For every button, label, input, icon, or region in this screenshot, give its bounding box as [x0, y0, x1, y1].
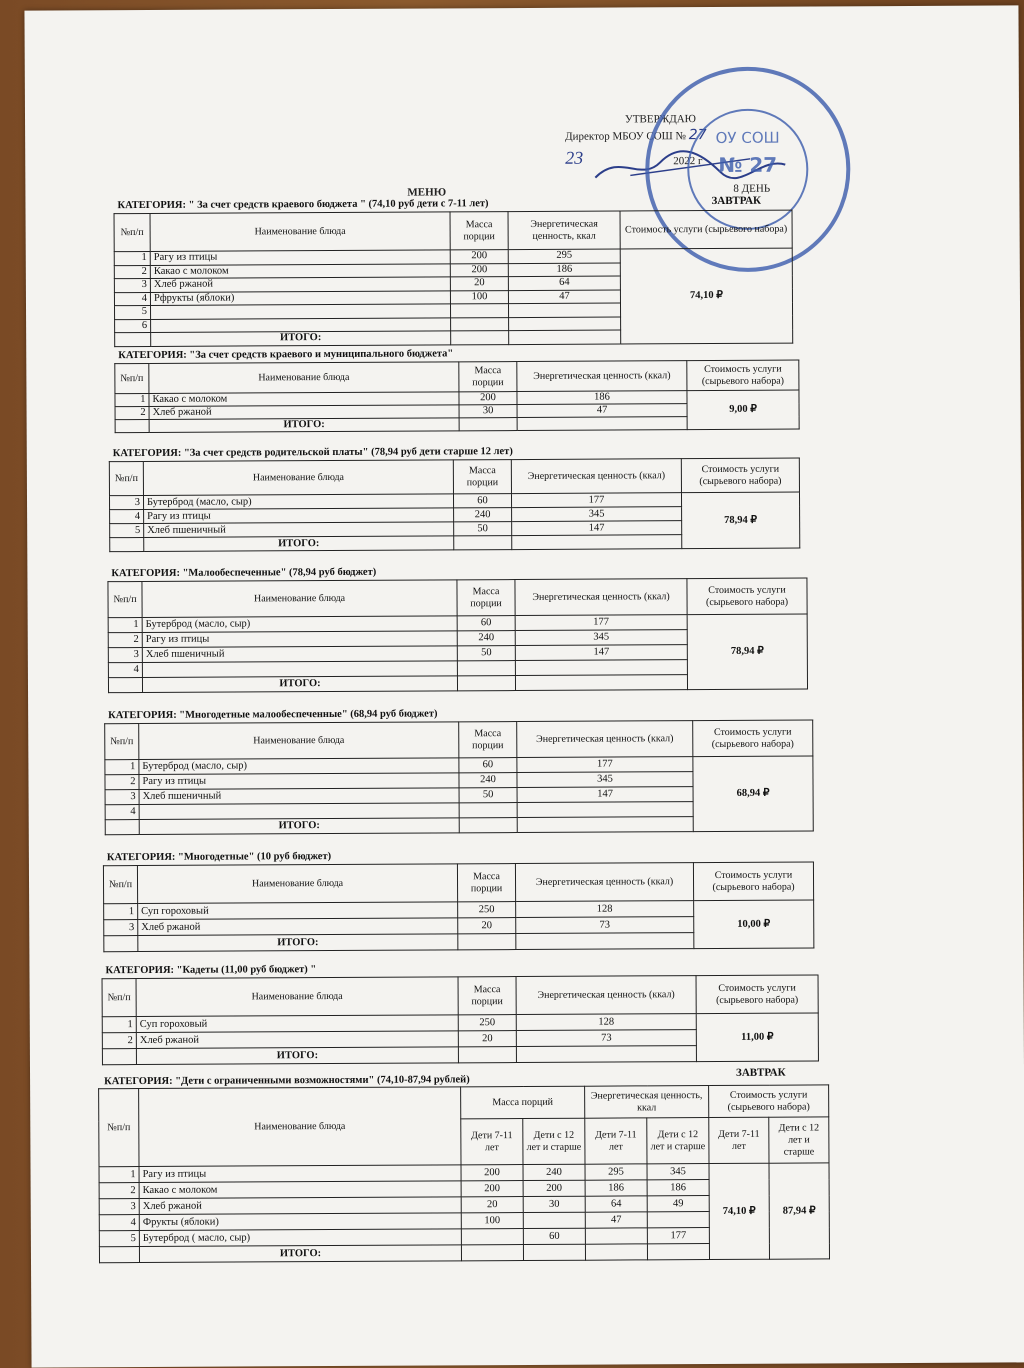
- row-number: 5: [99, 1231, 139, 1247]
- total-label: ИТОГО:: [138, 934, 458, 952]
- row-number: 3: [104, 920, 138, 936]
- dish-energy: [517, 802, 693, 818]
- row-number: 1: [108, 618, 142, 633]
- header-energy: Энергетическая ценность (ккал): [517, 721, 693, 758]
- sub-energy-a: Дети 7-11 лет: [585, 1118, 647, 1164]
- row-number: 1: [115, 393, 149, 406]
- director-text: Директор МБОУ СОШ №: [565, 130, 687, 143]
- header-mass: Масса порции: [457, 580, 515, 616]
- dish-mass: 240: [454, 508, 512, 522]
- dish-name: Фрукты (яблоки): [139, 1213, 461, 1231]
- header-mass: Масса порции: [459, 722, 517, 758]
- dish-name: Суп гороховый: [138, 902, 458, 920]
- mass-7-11: 100: [461, 1213, 523, 1229]
- stamp-school: ОУ СОШ: [715, 128, 780, 147]
- dish-name: Рфрукты (яблоки): [150, 290, 450, 305]
- category-table: [102, 974, 819, 1065]
- category-table: [107, 578, 808, 694]
- category-title: КАТЕГОРИЯ: " За счет средств краевого бюджета " (74,10 руб дети с 7-11 лет): [117, 198, 489, 212]
- director-number: 27: [688, 127, 707, 144]
- total-label: ИТОГО:: [142, 676, 457, 693]
- mass-7-11: [461, 1229, 523, 1245]
- energy-7-11: [585, 1228, 647, 1244]
- row-number: 2: [105, 775, 139, 790]
- row-number: 1: [99, 1167, 139, 1183]
- dish-name: Хлеб пшеничный: [139, 788, 459, 805]
- dish-energy: 345: [517, 772, 693, 788]
- header-num: №п/п: [102, 979, 136, 1017]
- dish-energy: 345: [515, 630, 687, 646]
- dish-name: Какао с молоком: [150, 263, 450, 278]
- mass-12-plus: 240: [523, 1164, 585, 1180]
- energy-7-11: 186: [585, 1180, 647, 1196]
- dish-mass: 60: [457, 616, 515, 631]
- mass-12-plus: 60: [523, 1228, 585, 1244]
- dish-energy: [508, 303, 620, 317]
- dish-name: Суп гороховый: [136, 1015, 458, 1033]
- dish-name: Какао с молоком: [149, 392, 459, 407]
- dish-mass: 250: [458, 902, 516, 918]
- row-number: 2: [115, 406, 149, 419]
- price-12-plus: 87,94 ₽: [769, 1163, 830, 1259]
- table-row: [104, 900, 814, 920]
- row-number: 3: [109, 495, 143, 509]
- header-cost: Стоимость услуги (сырьевого набора): [696, 975, 818, 1014]
- category-title: КАТЕГОРИЯ: "За счет средств родительской платы" (78,94 руб дети старше 12 лет): [112, 446, 513, 460]
- date-day: 23: [565, 147, 584, 168]
- category-table: [114, 360, 799, 434]
- dish-mass: [450, 304, 508, 318]
- category-title: КАТЕГОРИЯ: "Малообеспеченные" (78,94 руб бюджет): [111, 566, 377, 580]
- header-cost: Стоимость услуги (сырьевого набора): [687, 578, 807, 615]
- header-dish: Наименование блюда: [142, 580, 457, 618]
- header-cost: Стоимость услуги (сырьевого набора): [687, 360, 799, 391]
- document-page: [24, 5, 1024, 1367]
- header-mass: Масса порции: [450, 212, 508, 250]
- energy-7-11: 64: [585, 1196, 647, 1212]
- dish-name: Хлеб ржаной: [138, 918, 458, 936]
- dish-mass: 60: [459, 758, 517, 773]
- energy-12-plus: 345: [647, 1164, 709, 1180]
- row-number: 1: [105, 760, 139, 775]
- header-cost: Стоимость услуги (сырьевого набора): [681, 458, 799, 493]
- energy-12-plus: 49: [647, 1196, 709, 1212]
- dish-mass: 240: [457, 631, 515, 646]
- stamp-number: № 27: [718, 152, 778, 177]
- dish-energy: [515, 660, 687, 676]
- price-7-11: 74,10 ₽: [709, 1163, 770, 1259]
- dish-energy: 47: [508, 289, 620, 303]
- header-mass: Масса порции: [457, 864, 515, 902]
- sub-mass-a: Дети 7-11 лет: [461, 1119, 523, 1165]
- meal-label: ЗАВТРАК: [711, 194, 762, 208]
- header-dish: Наименование блюда: [143, 460, 453, 496]
- energy-12-plus: 186: [647, 1180, 709, 1196]
- header-cost: Стоимость услуги (сырьевого набора): [693, 720, 813, 757]
- dish-mass: 100: [450, 290, 508, 304]
- dish-name: Хлеб ржаной: [149, 405, 459, 420]
- dish-name: Хлеб ржаной: [136, 1031, 458, 1049]
- sub-mass-b: Дети с 12 лет и старше: [523, 1118, 585, 1164]
- row-number: 2: [99, 1183, 139, 1199]
- dish-energy: 177: [517, 757, 693, 773]
- header-dish: Наименование блюда: [150, 212, 450, 252]
- table-row: [102, 1013, 818, 1033]
- dish-energy: 64: [508, 276, 620, 290]
- dish-name: Рагу из птицы: [139, 773, 459, 790]
- dish-energy: 147: [512, 521, 682, 536]
- dish-mass: 200: [450, 250, 508, 264]
- sub-cost-a: Дети 7-11 лет: [709, 1117, 769, 1163]
- row-number: 4: [114, 292, 150, 306]
- dish-energy: 47: [517, 404, 687, 418]
- header-mass: Масса порции: [453, 460, 511, 494]
- dish-name: Бутерброд (масло, сыр): [142, 616, 457, 633]
- category-price: 68,94 ₽: [693, 756, 813, 832]
- header-energy: Энергетическая ценность (ккал): [515, 863, 693, 902]
- category-price: 10,00 ₽: [694, 900, 814, 949]
- total-label: ИТОГО:: [151, 331, 451, 346]
- mass-7-11: 20: [461, 1197, 523, 1213]
- category-table: [114, 210, 794, 347]
- total-label: ИТОГО:: [139, 1245, 461, 1263]
- dish-energy: 345: [512, 507, 682, 522]
- dish-mass: 50: [457, 646, 515, 661]
- dish-mass: 20: [458, 1031, 516, 1047]
- category-price: 74,10 ₽: [620, 248, 792, 343]
- dish-name: Рагу из птицы: [150, 250, 450, 265]
- table-row: [99, 1163, 829, 1183]
- mass-7-11: 200: [461, 1165, 523, 1181]
- dish-name: [142, 661, 457, 678]
- total-label: ИТОГО:: [136, 1047, 458, 1065]
- header-mass: Масса порции: [459, 362, 517, 392]
- header-num: №п/п: [105, 724, 139, 760]
- header-dish: Наименование блюда: [137, 864, 457, 904]
- dish-name: Рагу из птицы: [142, 631, 457, 648]
- header-num: №п/п: [99, 1089, 139, 1167]
- row-number: 3: [105, 790, 139, 805]
- dish-energy: 147: [517, 787, 693, 803]
- dish-mass: 50: [454, 522, 512, 536]
- row-number: 4: [110, 509, 144, 523]
- category-price: 78,94 ₽: [681, 492, 799, 549]
- mass-12-plus: 200: [523, 1180, 585, 1196]
- header-dish: Наименование блюда: [149, 362, 459, 394]
- sub-cost-b: Дети с 12 лет и старше: [769, 1117, 829, 1163]
- row-number: 1: [102, 1017, 136, 1033]
- dish-name: Бутерброд ( масло, сыр): [139, 1229, 461, 1247]
- header-num: №п/п: [114, 213, 150, 251]
- row-number: 1: [104, 904, 138, 920]
- header-energy: Энергетическая ценность, ккал: [585, 1086, 709, 1119]
- row-number: 4: [99, 1215, 139, 1231]
- dish-energy: 73: [516, 917, 694, 934]
- special-meal-label: ЗАВТРАК: [735, 1066, 786, 1079]
- header-num: №п/п: [115, 363, 149, 393]
- dish-mass: 20: [458, 918, 516, 934]
- dish-mass: [457, 661, 515, 676]
- dish-mass: 20: [450, 277, 508, 291]
- row-number: 1: [114, 251, 150, 265]
- dish-energy: 128: [516, 901, 694, 918]
- header-energy: Энергетическая ценность (ккал): [517, 361, 687, 392]
- dish-name: [139, 803, 459, 820]
- category-title: КАТЕГОРИЯ: "За счет средств краевого и муниципального бюджета": [118, 348, 454, 362]
- dish-mass: 250: [458, 1015, 516, 1031]
- total-label: ИТОГО:: [139, 818, 459, 835]
- total-label: ИТОГО:: [144, 536, 454, 552]
- category-table: [103, 861, 814, 952]
- category-title: КАТЕГОРИЯ: "Многодетные" (10 руб бюджет): [106, 851, 332, 864]
- header-cost: Стоимость услуги (сырьевого набора): [709, 1085, 829, 1118]
- row-number: 2: [102, 1033, 136, 1049]
- dish-energy: 128: [516, 1014, 696, 1031]
- header-num: №п/п: [109, 461, 143, 495]
- special-category-title: КАТЕГОРИЯ: "Дети с ограниченными возможностями" (74,10-87,94 рублей): [104, 1074, 470, 1088]
- header-dish: Наименование блюда: [139, 722, 459, 760]
- energy-7-11: 47: [585, 1212, 647, 1228]
- row-number: 6: [115, 319, 151, 333]
- mass-12-plus: 30: [523, 1196, 585, 1212]
- dish-name: Хлеб пшеничный: [144, 522, 454, 538]
- dish-name: Рагу из птицы: [144, 508, 454, 524]
- dish-name: Какао с молоком: [139, 1181, 461, 1199]
- header-cost: Стоимость услуги (сырьевого набора): [620, 210, 792, 249]
- dish-energy: 186: [508, 262, 620, 276]
- total-label: ИТОГО:: [149, 418, 459, 433]
- dish-mass: 60: [453, 494, 511, 508]
- dish-name: Хлеб ржаной: [150, 277, 450, 292]
- category-title: КАТЕГОРИЯ: "Многодетные малообеспеченные" (68,94 руб бюджет): [108, 708, 438, 722]
- header-mass: Масса порции: [458, 977, 516, 1015]
- dish-name: Хлеб ржаной: [139, 1197, 461, 1215]
- header-energy: Энергетическая ценность (ккал): [516, 976, 696, 1015]
- year-label: 2022 г: [673, 155, 703, 168]
- row-number: 4: [105, 805, 139, 820]
- dish-energy: 295: [508, 249, 620, 263]
- header-cost: Стоимость услуги (сырьевого набора): [693, 862, 813, 901]
- dish-energy: 186: [517, 391, 687, 405]
- row-number: 3: [114, 278, 150, 292]
- category-price: 11,00 ₽: [696, 1013, 818, 1062]
- header-energy: Энергетическая ценность (ккал): [511, 459, 681, 494]
- category-price: 9,00 ₽: [687, 390, 799, 430]
- menu-title: МЕНЮ: [407, 186, 447, 199]
- row-number: 5: [115, 305, 151, 319]
- energy-7-11: 295: [585, 1164, 647, 1180]
- category-table: [109, 458, 800, 553]
- row-number: 3: [108, 648, 142, 663]
- category-table: [104, 719, 814, 835]
- special-menu-table: [98, 1084, 830, 1263]
- dish-energy: [509, 316, 621, 330]
- dish-mass: [459, 803, 517, 818]
- dish-mass: 240: [459, 773, 517, 788]
- energy-12-plus: [647, 1212, 709, 1228]
- dish-mass: 30: [459, 405, 517, 418]
- sub-energy-b: Дети с 12 лет и старше: [647, 1118, 709, 1164]
- row-number: 3: [99, 1199, 139, 1215]
- dish-energy: 177: [515, 615, 687, 631]
- header-energy: Энергетическая ценность (ккал): [515, 579, 687, 616]
- dish-energy: 73: [516, 1030, 696, 1047]
- dish-energy: 147: [515, 645, 687, 661]
- header-mass: Масса порций: [461, 1086, 585, 1119]
- dish-mass: 50: [459, 788, 517, 803]
- dish-energy: 177: [511, 493, 681, 508]
- header-num: №п/п: [103, 866, 137, 904]
- mass-12-plus: [523, 1212, 585, 1228]
- dish-mass: 200: [459, 392, 517, 405]
- approved-label: УТВЕРЖДАЮ: [625, 113, 696, 126]
- day-label: 8 ДЕНЬ: [733, 182, 771, 195]
- row-number: 2: [108, 633, 142, 648]
- energy-12-plus: 177: [647, 1228, 709, 1244]
- dish-name: Бутерброд (масло, сыр): [139, 758, 459, 775]
- category-price: 78,94 ₽: [687, 614, 807, 690]
- header-num: №п/п: [108, 582, 142, 618]
- category-title: КАТЕГОРИЯ: "Кадеты (11,00 руб бюджет) ": [105, 964, 317, 977]
- row-number: 4: [108, 663, 142, 678]
- dish-mass: [451, 317, 509, 331]
- header-dish: Наименование блюда: [136, 977, 458, 1017]
- row-number: 2: [114, 265, 150, 279]
- row-number: 5: [110, 523, 144, 537]
- dish-name: Хлеб пшеничный: [142, 646, 457, 663]
- dish-name: Рагу из птицы: [139, 1165, 461, 1183]
- mass-7-11: 200: [461, 1181, 523, 1197]
- dish-mass: 200: [450, 263, 508, 277]
- header-dish: Наименование блюда: [139, 1087, 461, 1167]
- header-energy: Энергетическая ценность, ккал: [508, 211, 620, 250]
- dish-name: Бутерброд (масло, сыр): [143, 494, 453, 510]
